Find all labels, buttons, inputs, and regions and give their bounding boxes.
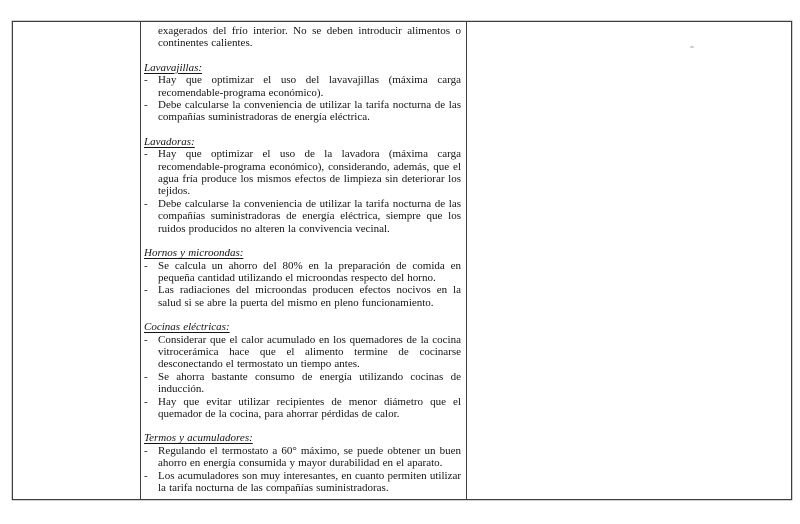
bullet-dash: - xyxy=(144,259,148,272)
bullet-item xyxy=(144,371,461,396)
bullet-dash: - xyxy=(144,99,148,112)
bullet-dash: - xyxy=(144,74,148,87)
bullet-text: Debe calcularse la conveniencia de utilizar la tarifa nocturna de las compañías suministradoras de energía eléctrica. xyxy=(158,99,461,124)
document-table xyxy=(12,21,792,500)
section-cocinas-electricas xyxy=(144,321,461,420)
section-termos-acumuladores xyxy=(144,432,461,494)
table-column-left-empty xyxy=(13,22,140,499)
table-column-right-empty xyxy=(467,22,791,499)
bullet-text: Hay que optimizar el uso de la lavadora (máxima carga recomendable-programa económico), considerando, además, que el agua fría produce los mismos efectos de limpieza sin deteriorar los tejidos. xyxy=(158,148,461,198)
bullet-dash: - xyxy=(144,148,148,161)
bullet-item xyxy=(144,396,461,421)
bullet-text: Se calcula un ahorro del 80% en la preparación de comida en pequeña cantidad utilizando el microondas respecto del horno. xyxy=(158,259,461,284)
continuation-paragraph: exagerados del frío interior. No se deben introducir alimentos o continentes calientes. xyxy=(158,25,461,50)
section-heading: Termos y acumuladores: xyxy=(144,432,253,445)
section-heading: Cocinas eléctricas: xyxy=(144,321,230,334)
section-heading: Lavadoras: xyxy=(144,135,195,148)
bullet-text: Los acumuladores son muy interesantes, en cuanto permiten utilizar la tarifa nocturna de las compañías suministradoras. xyxy=(158,469,461,494)
bullet-text: Regulando el termostato a 60° máximo, se puede obtener un buen ahorro en energía consumida y mayor durabilidad en el aparato. xyxy=(158,444,461,470)
bullet-item xyxy=(144,148,461,198)
section-lavadoras xyxy=(144,136,461,235)
section-heading: Hornos y microondas: xyxy=(144,247,244,260)
bullet-dash: - xyxy=(144,197,148,210)
bullet-item xyxy=(144,470,461,495)
bullet-item xyxy=(144,260,461,285)
bullet-dash: - xyxy=(144,284,148,297)
bullet-item xyxy=(144,334,461,371)
bullet-dash: - xyxy=(144,395,148,408)
bullet-text: Se ahorra bastante consumo de energía utilizando cocinas de inducción. xyxy=(158,370,461,396)
section-lavavajillas xyxy=(144,62,461,124)
bullet-item xyxy=(144,74,461,99)
bullet-dash: - xyxy=(144,469,148,482)
bullet-item xyxy=(144,99,461,124)
bullet-item xyxy=(144,445,461,470)
bullet-text: Las radiaciones del microondas producen efectos nocivos en la salud si se abre la puerta del mismo en pleno funcionamiento. xyxy=(158,284,461,309)
section-hornos-microondas xyxy=(144,247,461,309)
bullet-text: Considerar que el calor acumulado en los quemadores de la cocina vitrocerámica hace que el alimento termine de cocinarse desconectando el termostato un tiempo antes. xyxy=(158,333,461,371)
bullet-item xyxy=(144,198,461,235)
table-column-content xyxy=(140,22,467,499)
bullet-text: Debe calcularse la conveniencia de utilizar la tarifa nocturna de las compañías suministradoras de energía eléctrica, siempre que los ruidos producidos no alteren la convivencia vecinal. xyxy=(158,197,461,235)
bullet-text: Hay que evitar utilizar recipientes de menor diámetro que el quemador de la cocina, para ahorrar pérdidas de calor. xyxy=(158,395,461,420)
bullet-dash: - xyxy=(144,333,148,346)
section-heading: Lavavajillas: xyxy=(144,61,203,74)
bullet-text: Hay que optimizar el uso del lavavajillas (máxima carga recomendable-programa económico). xyxy=(158,74,461,99)
bullet-dash: - xyxy=(144,444,148,457)
bullet-item xyxy=(144,284,461,309)
bullet-dash: - xyxy=(144,370,148,383)
